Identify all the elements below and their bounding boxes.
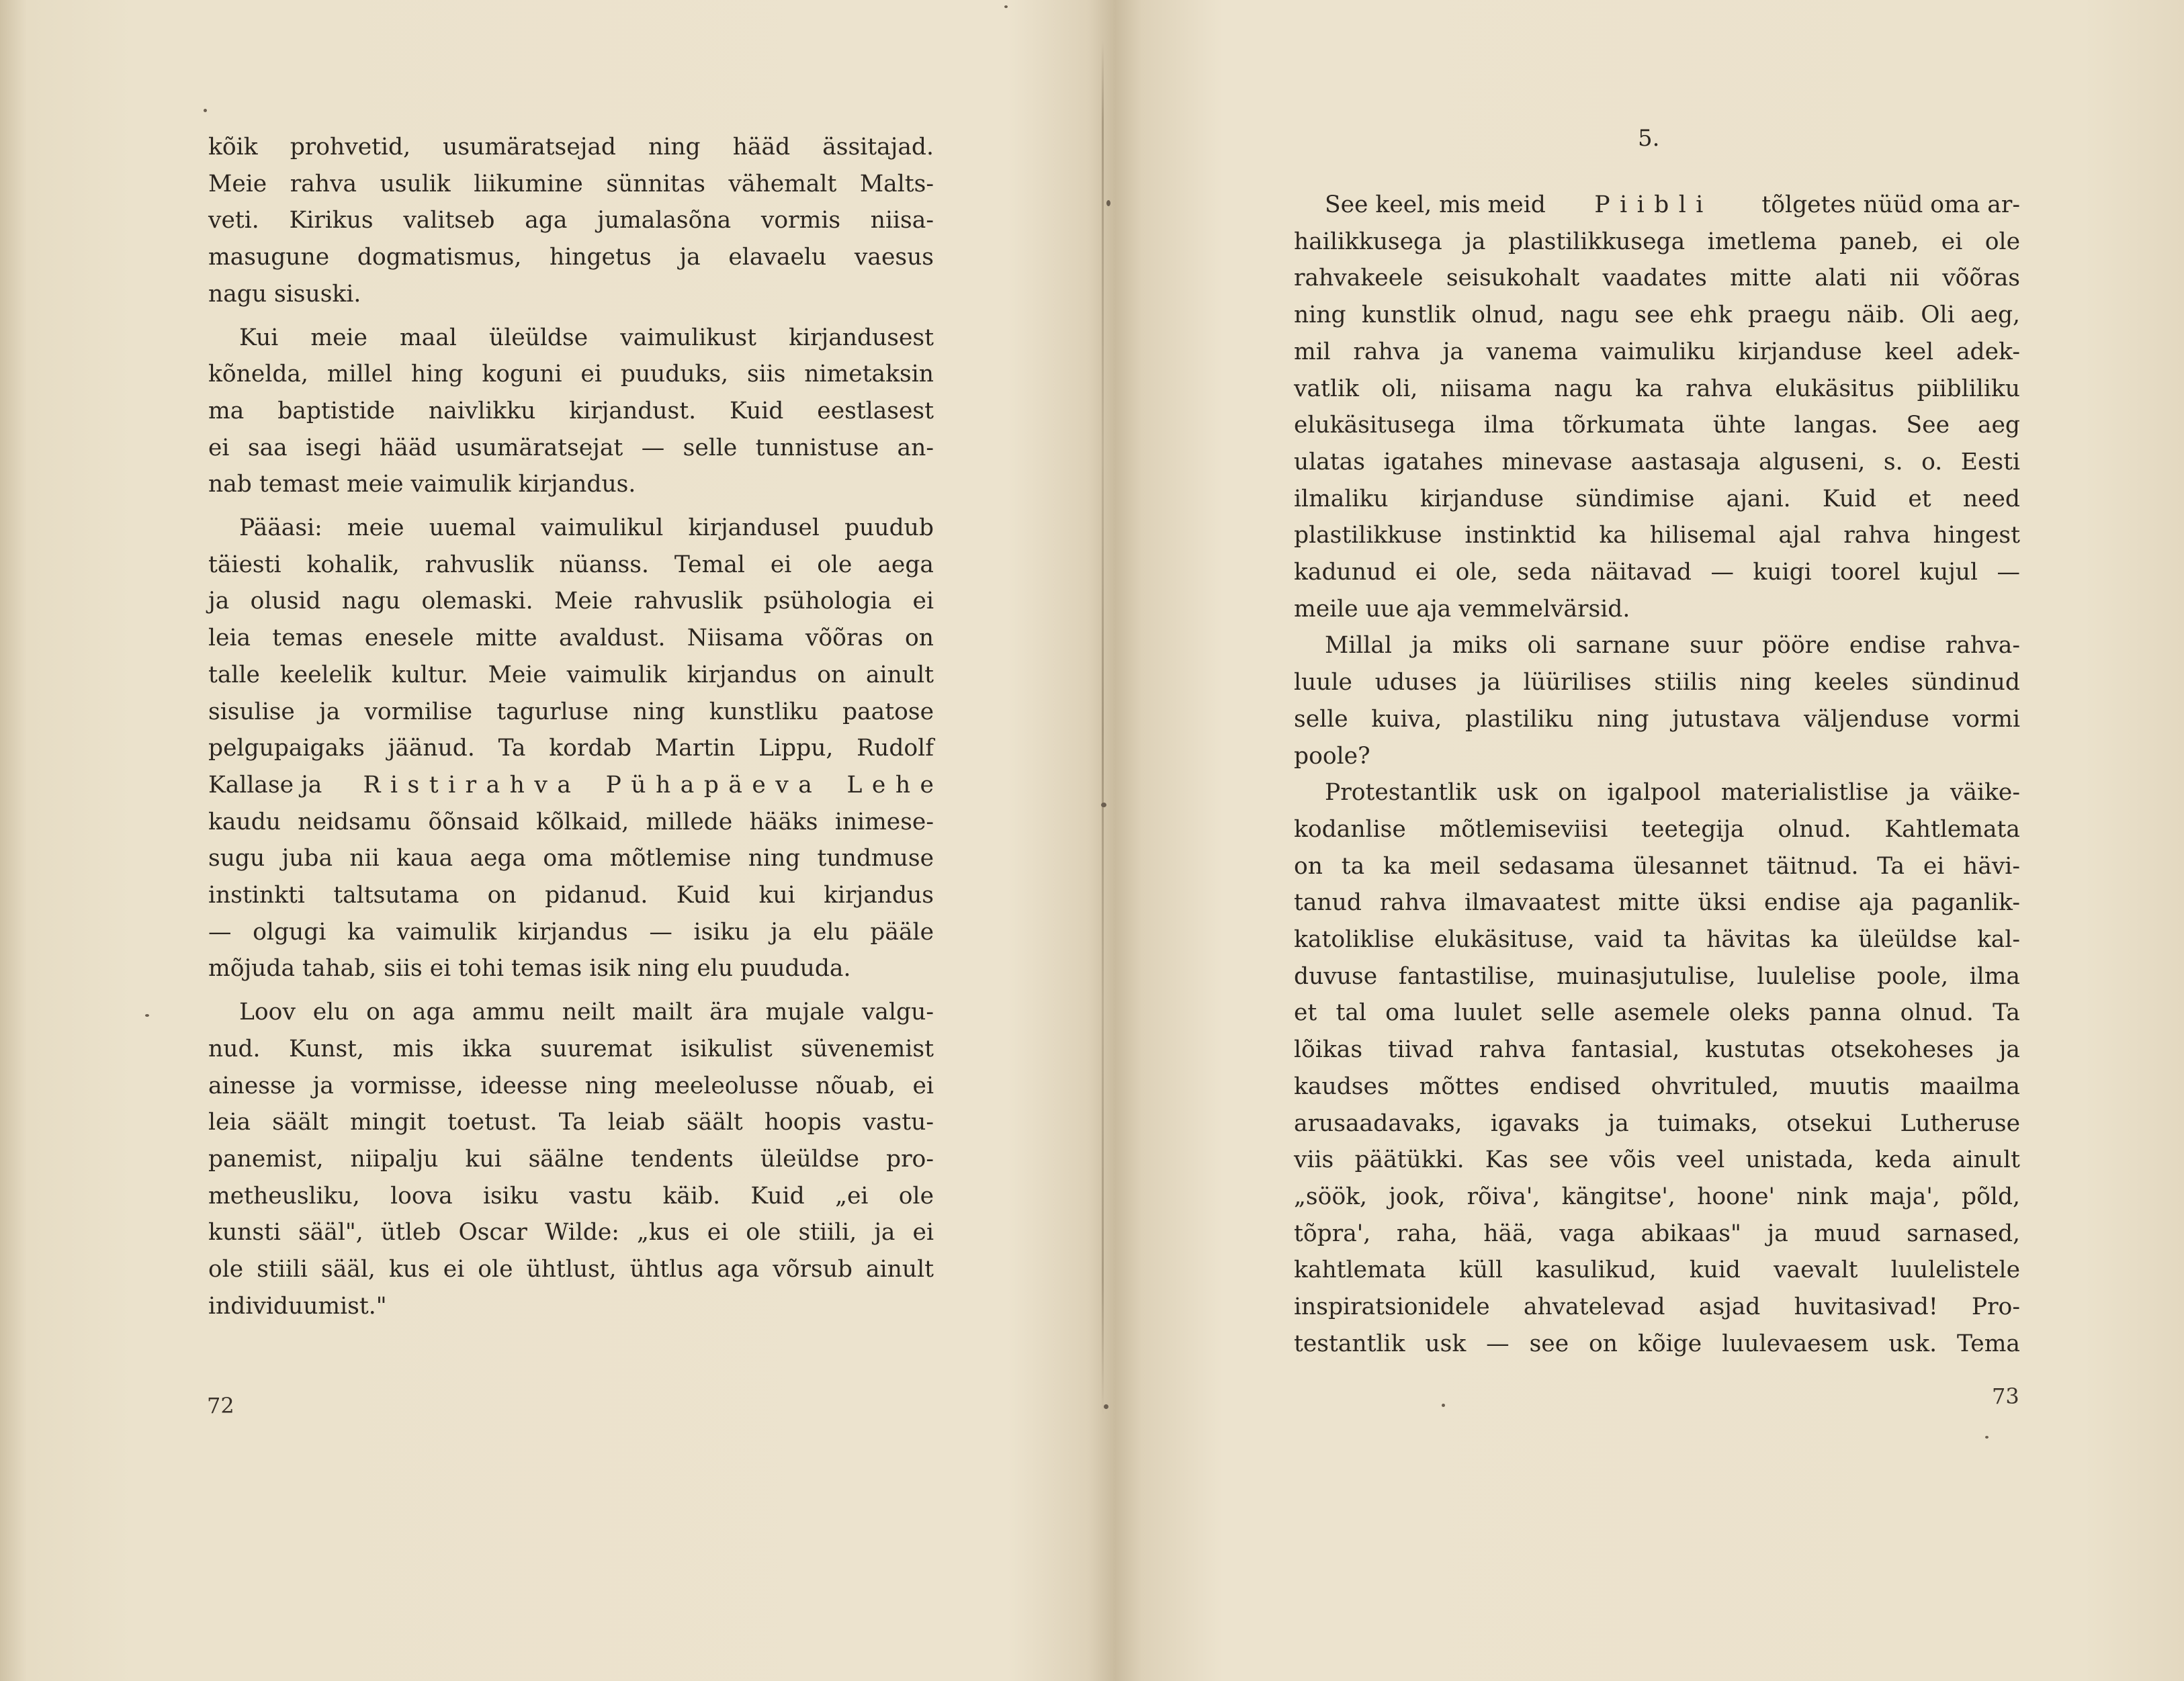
text-line: rahvakeele seisukohalt vaadates mitte alati nii võõras [1294, 265, 2020, 292]
text-line: inspiratsionidele ahvatelevad asjad huvitasivad! Pro- [1294, 1293, 2020, 1321]
text-line: vatlik oli, niisama nagu ka rahva elukäsitus piibliliku [1294, 375, 2020, 402]
text-line: leia säält mingit toetust. Ta leiab säält hoopis vastu- [208, 1109, 934, 1136]
text-line: Protestantlik usk on igalpool materialistlise ja väike- [1325, 779, 2020, 807]
text-line: Pääasi: meie uuemal vaimulikul kirjandusel puudub [239, 514, 934, 542]
text-line: „söök, jook, rõiva', kängitse', hoone' nink maja', põld, [1294, 1183, 2020, 1210]
right-page-text [1294, 187, 2020, 1363]
page-number-left: 72 [207, 1393, 234, 1418]
text-line: Kui meie maal üleüldse vaimulikust kirjandusest [239, 324, 934, 351]
spaced-names-line [208, 767, 944, 804]
text-line: katoliklise elukäsituse, vaid ta hävitas ka üleüldse kal- [1294, 926, 2020, 954]
spaced-name: Pühapäeva [605, 771, 822, 799]
text-line: nagu sisuski. [208, 280, 361, 308]
text-line: testantlik usk — see on kõige luulevaesem usk. Tema [1294, 1330, 2020, 1357]
left-page-text [208, 129, 944, 1325]
text-line: talle keelelik kultur. Meie vaimulik kirjandus on ainult [208, 661, 934, 688]
text-line: kunsti sääl", ütleb Oscar Wilde: „kus ei ole stiili, ja ei [208, 1219, 934, 1246]
right-page [1104, 0, 2184, 1681]
paper-speck [1004, 5, 1008, 8]
left-paragraph-1 [208, 129, 934, 313]
text-line: leia temas enesele mitte avaldust. Niisama võõras on [208, 625, 934, 652]
text-line: — olgugi ka vaimulik kirjandus — isiku ja elu pääle [208, 918, 934, 946]
text-line: pelgupaigaks jäänud. Ta kordab Martin Lippu, Rudolf [208, 735, 934, 762]
text-line: kodanlise mõtlemiseviisi teetegija olnud. Kahtlemata [1294, 815, 2020, 843]
text-line: sugu juba nii kaua aega oma mõtlemise ning tundmuse [208, 845, 934, 872]
page-number-right: 73 [1992, 1383, 2019, 1409]
text-line: lõikas tiivad rahva fantasial, kustutas otsekoheses ja [1294, 1036, 2020, 1064]
paper-speck [1442, 1404, 1445, 1407]
text-line: ole stiili sääl, kus ei ole ühtlust, ühtlus aga võrsub ainult [208, 1256, 934, 1283]
left-paragraph-3 [208, 510, 944, 987]
left-paragraph-2 [208, 320, 934, 504]
text-line: et tal oma luulet selle asemele oleks panna olnud. Ta [1294, 999, 2020, 1027]
text-line: mõjuda tahab, siis ei tohi temas isik ning elu puududa. [208, 955, 851, 983]
text-line: kadunud ei ole, seda näitavad — kuigi toorel kujul — [1294, 559, 2020, 586]
spaced-name: Piibli [1594, 191, 1713, 218]
spaced-name-line [1294, 187, 2020, 224]
text-line: mil rahva ja vanema vaimuliku kirjanduse keel adek- [1294, 338, 2020, 365]
text-line: viis päätükki. Kas see võis veel unistada, keda ainult [1294, 1146, 2020, 1174]
text-line: elukäsitusega ilma tõrkumata ühte langas. See aeg [1294, 412, 2020, 439]
text-line: nab temast meie vaimulik kirjandus. [208, 471, 636, 498]
text-line: instinkti taltsutama on pidanud. Kuid kui kirjandus [208, 882, 934, 909]
text-line: individuumist." [208, 1292, 387, 1320]
text-fragment: See keel, mis meid [1325, 191, 1546, 218]
text-line: ning kunstlik olnud, nagu see ehk praegu näib. Oli aeg, [1294, 302, 2020, 329]
paper-speck [1104, 1404, 1108, 1409]
right-paragraph-1 [1294, 187, 2020, 627]
text-line: arusaadavaks, igavaks ja tuimaks, otsekui Lutheruse [1294, 1109, 2020, 1137]
text-line: duvuse fantastilise, muinasjutulise, luulelise poole, ilma [1294, 962, 2020, 990]
text-line: metheusliku, loova isiku vastu käib. Kuid „ei ole [208, 1182, 934, 1210]
text-line: ma baptistide naivlikku kirjandust. Kuid eestlasest [208, 397, 934, 424]
text-line: plastilikkuse instinktid ka hilisemal ajal rahva hingest [1294, 522, 2020, 549]
text-line: hailikkusega ja plastilikkusega imetlema paneb, ei ole [1294, 228, 2020, 255]
paper-speck [1985, 1436, 1989, 1439]
right-paragraph-2 [1294, 627, 2020, 774]
text-line: täiesti kohalik, rahvuslik nüanss. Temal ei ole aega [208, 551, 934, 578]
right-paragraph-3 [1294, 774, 2020, 1362]
text-line: ja olusid nagu olemaski. Meie rahvuslik psühologia ei [208, 588, 934, 615]
text-fragment: tõlgetes nüüd oma ar- [1761, 191, 2020, 218]
paper-speck [145, 1014, 149, 1017]
text-fragment: Kallase ja [208, 771, 322, 799]
text-line: tanud rahva ilmavaatest mitte üksi endise aja paganlik- [1294, 889, 2020, 917]
left-paragraph-4 [208, 994, 934, 1324]
paper-speck [1101, 803, 1106, 807]
text-line: veti. Kirikus valitseb aga jumalasõna vormis niisa- [208, 207, 934, 234]
text-line: on ta ka meil sedasama ülesannet täitnud. Ta ei hävi- [1294, 852, 2020, 880]
text-line: ilmaliku kirjanduse sündimise ajani. Kuid et need [1294, 485, 2020, 512]
text-line: nud. Kunst, mis ikka suuremat isikulist süvenemist [208, 1035, 934, 1062]
text-line: kaudses mõttes endised ohvrituled, muutis maailma [1294, 1073, 2020, 1100]
text-line: masugune dogmatismus, hingetus ja elavaelu vaesus [208, 244, 934, 271]
paper-speck [204, 109, 207, 112]
text-line: kahtlemata küll kasulikud, kuid vaevalt luulelistele [1294, 1257, 2020, 1284]
text-line: poole? [1294, 742, 1370, 770]
text-line: selle kuiva, plastiliku ning jutustava väljenduse vormi [1294, 705, 2020, 733]
text-line: Loov elu on aga ammu neilt mailt ära mujale valgu- [239, 999, 934, 1026]
text-line: kõnelda, millel hing koguni ei puuduks, siis nimetaksin [208, 361, 934, 388]
text-line: kaudu neidsamu õõnsaid kõlkaid, millede hääks inimese- [208, 808, 934, 835]
text-line: ulatas igatahes minevase aastasaja alguseni, s. o. Eesti [1294, 448, 2020, 475]
text-line: kõik prohvetid, usumäratsejad ning hääd ässitajad. [208, 134, 934, 161]
chapter-number: 5. [1638, 125, 1660, 152]
text-line: tõpra', raha, hää, vaga abikaas" ja muud sarnased, [1294, 1220, 2020, 1247]
spaced-name: Ristirahva [363, 771, 581, 799]
text-line: Millal ja miks oli sarnane suur pööre endise rahva- [1325, 632, 2020, 660]
paper-speck [1106, 200, 1110, 206]
text-line: ei saa isegi hääd usumäratsejat — selle tunnistuse an- [208, 434, 934, 461]
spaced-name: Lehe [846, 771, 944, 799]
text-line: ainesse ja vormisse, ideesse ning meeleolusse nõuab, ei [208, 1072, 934, 1099]
text-line: panemist, niipalju kui säälne tendents üleüldse pro- [208, 1145, 934, 1173]
text-line: meile uue aja vemmelvärsid. [1294, 595, 1630, 623]
text-line: Meie rahva usulik liikumine sünnitas vähemalt Malts- [208, 170, 934, 197]
text-line: luule uduses ja lüürilises stiilis ning keeles sündinud [1294, 669, 2020, 696]
text-line: sisulise ja vormilise tagurluse ning kunstliku paatose [208, 698, 934, 725]
